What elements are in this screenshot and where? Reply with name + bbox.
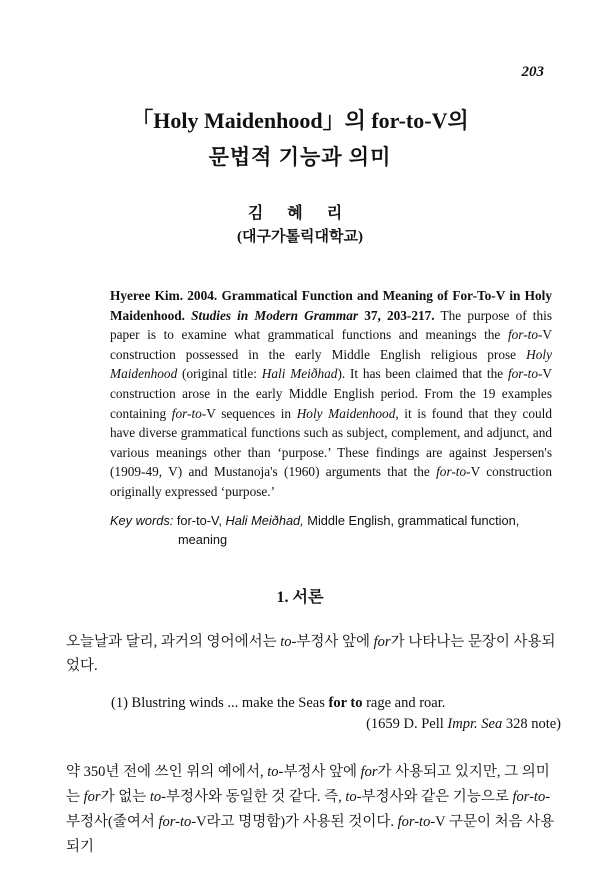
- term: to: [149, 789, 162, 805]
- text: -부정사 앞에: [278, 764, 357, 780]
- example-highlight: for to: [328, 695, 363, 711]
- body-paragraph: [66, 630, 562, 678]
- abstract-text: -V sequences in: [201, 405, 292, 421]
- keywords-label: Key words:: [110, 513, 174, 528]
- abstract-text: -V construction arose in the early Middle English period. From the 19 examples containing: [110, 366, 553, 421]
- term: for-to: [507, 327, 538, 343]
- term: for-to: [171, 405, 202, 421]
- section-heading: 1. 서론: [276, 589, 324, 606]
- abstract-text: ). It has been claimed that the: [337, 366, 504, 382]
- term: for-to: [397, 814, 431, 830]
- paper-title-line2: 문법적 기능과 의미: [208, 145, 392, 169]
- text: -부정사 앞에: [291, 634, 371, 650]
- text: -부정사(줄여서: [66, 789, 551, 830]
- author-name: 김 혜 리: [247, 205, 353, 222]
- journal-pages: 203-217.: [386, 307, 435, 323]
- example-text: Blustring winds ... make the Seas: [131, 695, 325, 711]
- work-title: Holy Maidenhood: [296, 405, 396, 421]
- text: 오늘날과 달리, 과거의 영어에서는: [66, 634, 277, 650]
- term: for-to: [158, 814, 192, 830]
- term: to: [267, 764, 279, 780]
- text: 가 사용되고 있지만, 그 의미는: [66, 764, 550, 805]
- paper-title: 「Holy Maidenhood」의 for-to-V의: [131, 108, 469, 133]
- author-affiliation: (대구가톨릭대학교): [237, 229, 363, 245]
- citation-title: Grammatical Function and Meaning of For-To-V in Holy Maidenhood.: [110, 288, 552, 323]
- source-text: (1659 D. Pell: [366, 716, 444, 732]
- keyword: Middle English, grammatical function,: [307, 513, 520, 528]
- term: for: [360, 764, 378, 780]
- citation-author: Hyeree Kim. 2004.: [110, 288, 218, 303]
- keyword: Hali Meiðhad,: [225, 513, 304, 528]
- body-paragraph: [66, 760, 562, 860]
- keyword: for-to-V,: [176, 513, 222, 528]
- term: to: [345, 789, 357, 805]
- term: for: [83, 789, 101, 805]
- text: -V 구문이 처음 사용되기: [66, 814, 555, 855]
- abstract-text: (original title:: [182, 366, 257, 382]
- text: 가 나타나는 문장이 사용되었다.: [66, 634, 556, 674]
- example-text: rage and roar.: [366, 695, 446, 711]
- text: -부정사와 같은 기능으로: [356, 789, 509, 805]
- example-number: (1): [111, 695, 128, 711]
- abstract-text: The purpose of this paper is to examine what grammatical functions and meanings the: [110, 307, 552, 343]
- example-sentence: [111, 693, 561, 735]
- text: -부정사와 동일한 것 같다. 즉,: [161, 789, 342, 805]
- term: for: [373, 634, 391, 650]
- term: for-to: [507, 366, 538, 382]
- text: 가 없는: [100, 789, 147, 805]
- keyword: meaning: [178, 532, 228, 547]
- page-number: 203: [521, 64, 544, 80]
- term: for-to: [436, 464, 467, 480]
- abstract-text: -V construction originally expressed ‘purpose.’: [110, 464, 552, 499]
- text: -V라고 명명함)가 사용된 것이다.: [191, 814, 394, 830]
- source-text: 328 note): [505, 716, 561, 732]
- term: for-to: [512, 789, 546, 805]
- journal-volume: 37,: [364, 307, 381, 323]
- abstract: [110, 286, 552, 502]
- source-title: Impr. Sea: [447, 716, 503, 732]
- abstract-text: -V construction possessed in the early Middle English religious prose: [110, 327, 553, 362]
- keywords: [110, 511, 560, 549]
- work-title: Hali Meiðhad: [261, 366, 338, 382]
- abstract-text: , it is found that they could have diverse grammatical functions such as subject, complement, and adjunct, and various meanings other than ‘purpose.’ These findings are against Jespersen's (1909-49, V) and Mustanoja's (1960) arguments that the: [110, 405, 553, 480]
- work-title: Holy Maidenhood: [110, 346, 552, 382]
- term: to: [280, 634, 292, 650]
- text: 약 350년 전에 쓰인 위의 예에서,: [66, 764, 264, 780]
- journal-name: Studies in Modern Grammar: [191, 307, 359, 323]
- example-source: [111, 714, 561, 735]
